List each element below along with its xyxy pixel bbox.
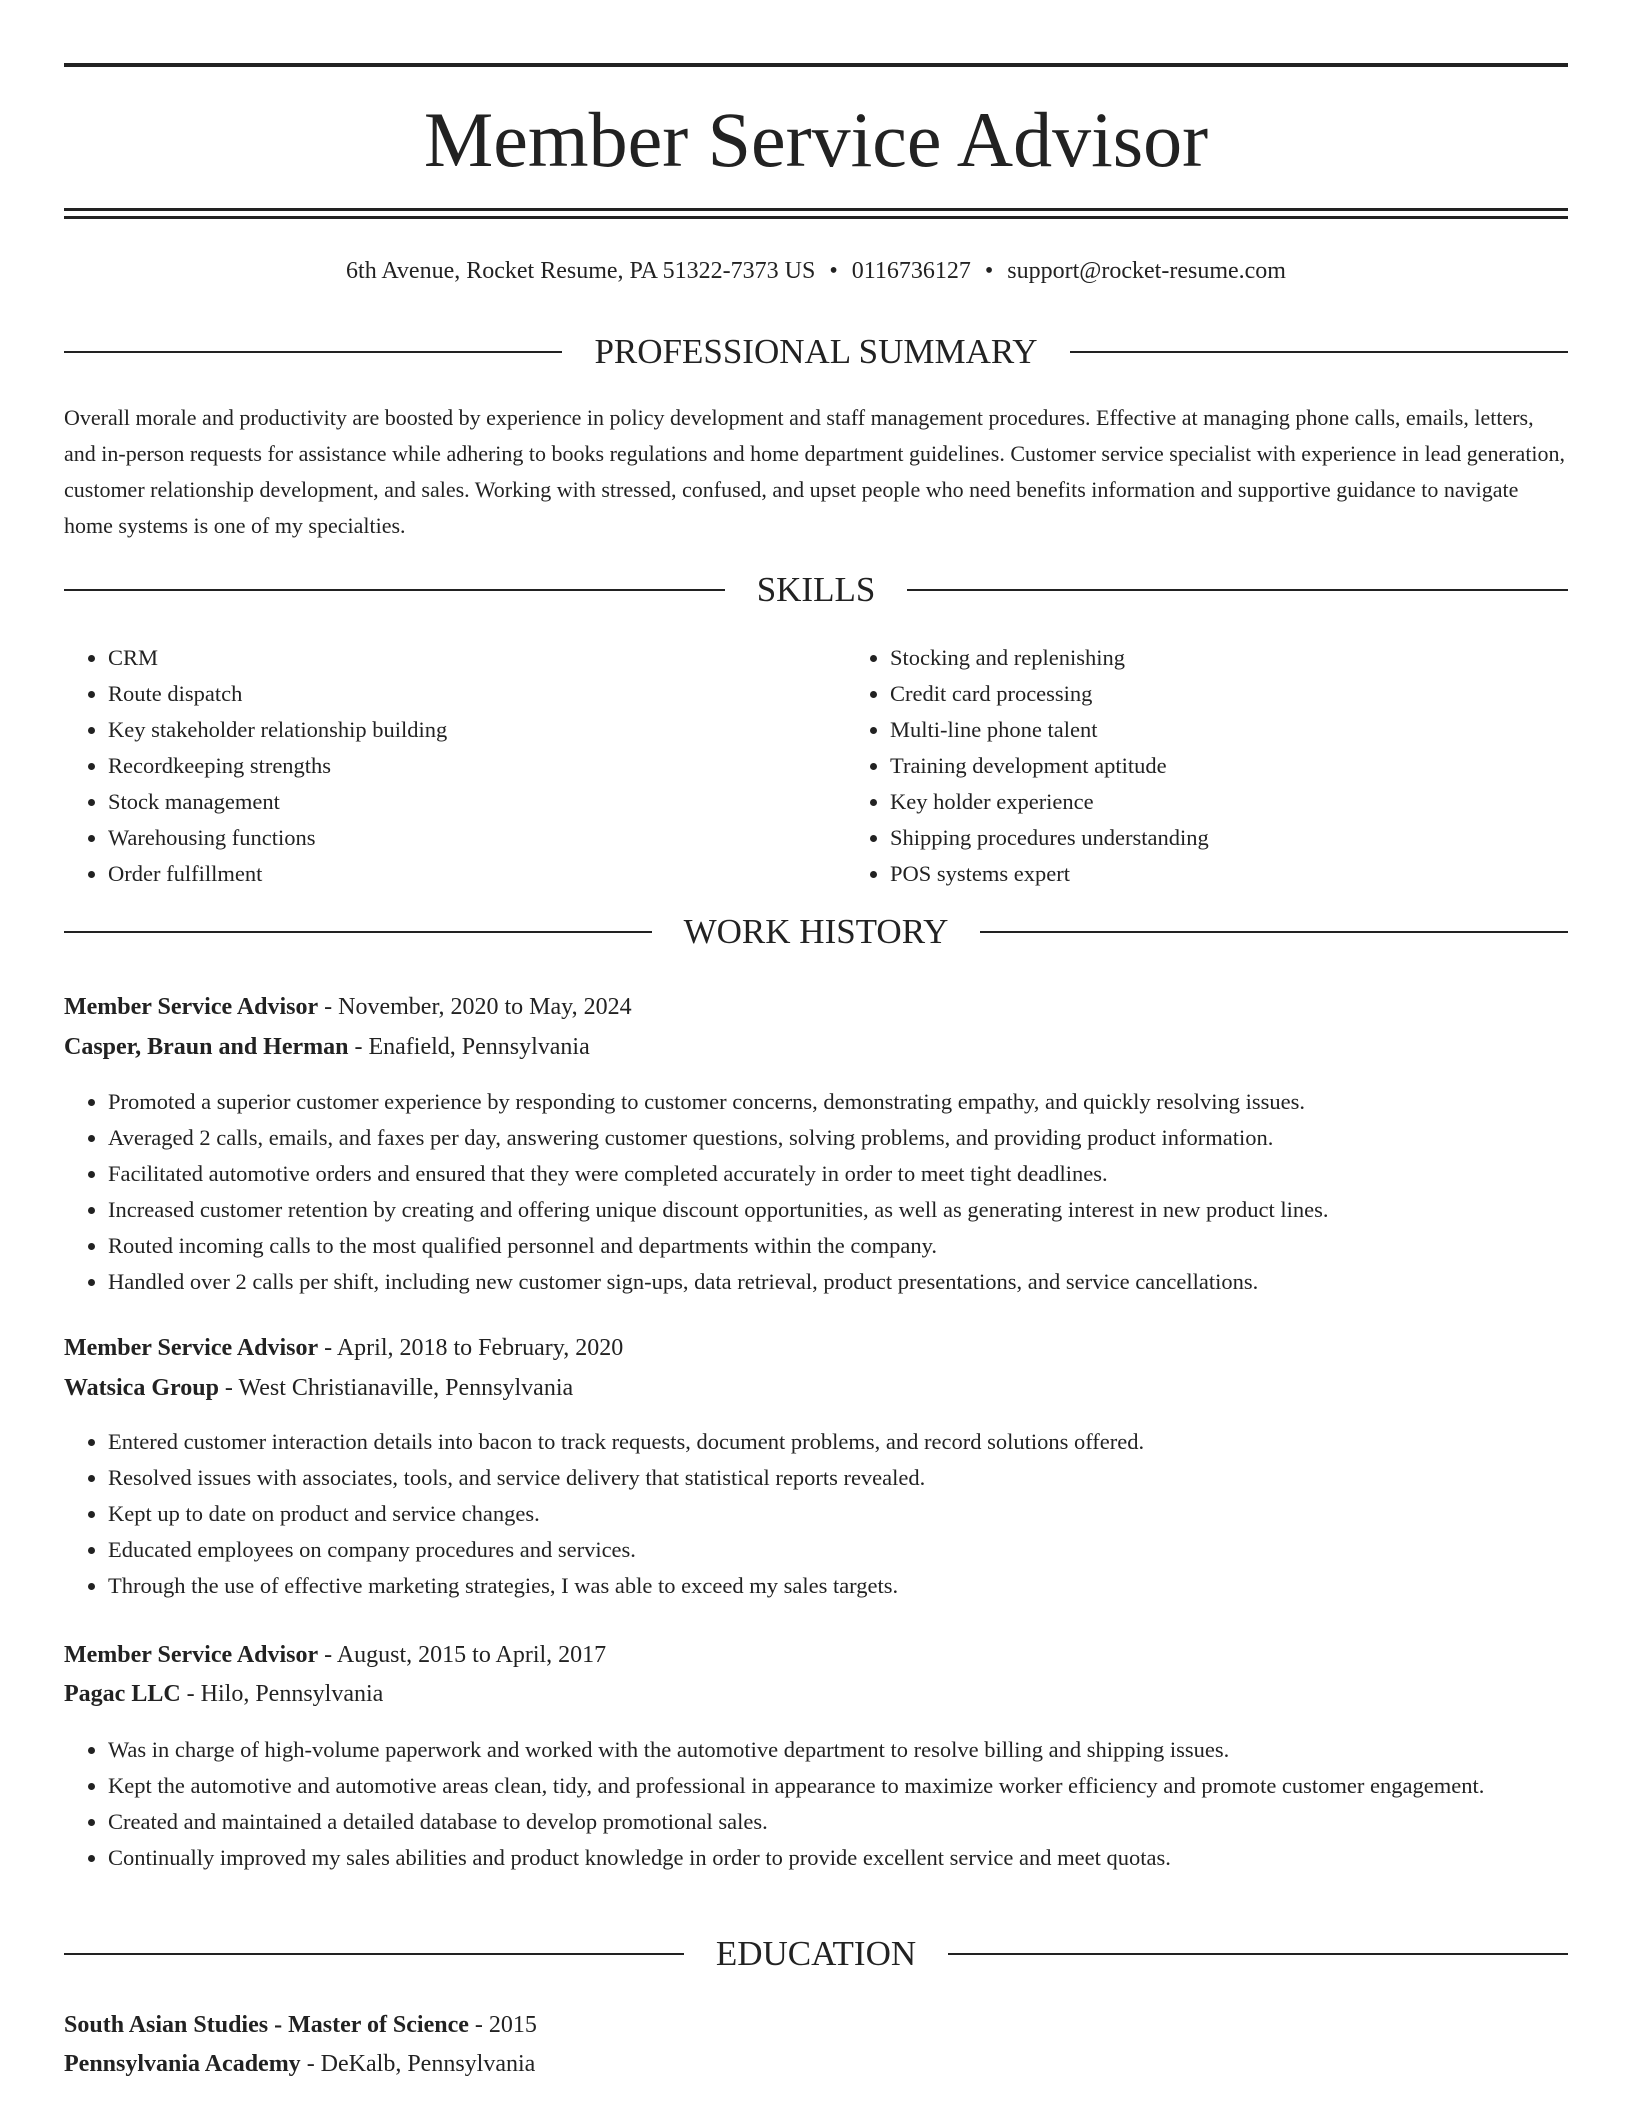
duty-item: • Handled over 2 calls per shift, including new customer sign-ups, data retrieval, product presentations, and service cancellations. xyxy=(108,1264,1588,1300)
job-duties-list xyxy=(64,1732,1588,1876)
heading-rule xyxy=(64,931,652,933)
heading-rule xyxy=(64,589,725,591)
job-company-line xyxy=(64,1677,1568,1711)
duty-item: • Through the use of effective marketing strategies, I was able to exceed my sales targets. xyxy=(108,1568,1588,1604)
section-heading-label: WORK HISTORY xyxy=(683,912,949,951)
job-title: Member Service Advisor xyxy=(64,1642,319,1668)
skill-item: • Route dispatch xyxy=(108,676,786,712)
job-location: - Hilo, Pennsylvania xyxy=(180,1681,384,1707)
section-heading-label: EDUCATION xyxy=(715,1934,917,1973)
education-school-line xyxy=(64,2047,1568,2081)
job-title: Member Service Advisor xyxy=(64,994,319,1020)
duty-item: • Created and maintained a detailed database to develop promotional sales. xyxy=(108,1804,1588,1840)
job-dates: - August, 2015 to April, 2017 xyxy=(318,1642,607,1668)
title-rule-lower xyxy=(64,216,1568,219)
duty-item: • Routed incoming calls to the most qualified personnel and departments within the company. xyxy=(108,1228,1588,1264)
job-company-line xyxy=(64,1030,1568,1064)
summary-text: Overall morale and productivity are boosted by experience in policy development and staff management procedures. Effective at managing phone calls, emails, letters, and in-person requests for assistance while adhering to books regulations and home department guidelines. Customer service specialist with experience in lead generation, customer relationship development, and sales. Working with stressed, confused, and upset people who need benefits information and supportive guidance to navigate home systems is one of my specialties. xyxy=(64,405,1566,538)
job-duties-list xyxy=(64,1424,1588,1604)
job-company: Pagac LLC xyxy=(64,1681,181,1707)
duty-item: • Kept up to date on product and service changes. xyxy=(108,1496,1588,1532)
heading-rule xyxy=(64,1953,684,1955)
skill-item: • Warehousing functions xyxy=(108,820,786,856)
skill-item: • CRM xyxy=(108,640,786,676)
heading-rule xyxy=(907,589,1568,591)
job-title-line xyxy=(64,1638,1568,1672)
heading-rule xyxy=(948,1953,1568,1955)
contact-address: 6th Avenue, Rocket Resume, PA 51322-7373 US xyxy=(346,258,816,284)
skill-item: • Key stakeholder relationship building xyxy=(108,712,786,748)
duty-item: • Kept the automotive and automotive areas clean, tidy, and professional in appearance to maximize worker efficiency and promote customer engagement. xyxy=(108,1768,1588,1804)
education-degree: South Asian Studies - Master of Science xyxy=(64,2012,469,2038)
skill-item: • Credit card processing xyxy=(890,676,1568,712)
heading-rule xyxy=(1070,351,1568,353)
job-title-line xyxy=(64,1331,1568,1365)
skill-item: • POS systems expert xyxy=(890,856,1568,892)
duty-item: • Increased customer retention by creating and offering unique discount opportunities, as well as generating interest in new product lines. xyxy=(108,1192,1588,1228)
skill-item: • Shipping procedures understanding xyxy=(890,820,1568,856)
duty-item: • Promoted a superior customer experience by responding to customer concerns, demonstrating empathy, and quickly resolving issues. xyxy=(108,1084,1588,1120)
education-degree-line xyxy=(64,2008,1568,2042)
education-year: - 2015 xyxy=(468,2012,537,2038)
job-duties-list xyxy=(64,1084,1588,1300)
skills-list xyxy=(64,640,1568,892)
skills-column-right xyxy=(786,640,1568,892)
top-rule xyxy=(64,63,1568,67)
skill-item: • Stocking and replenishing xyxy=(890,640,1568,676)
skill-item: • Multi-line phone talent xyxy=(890,712,1568,748)
skill-item: • Order fulfillment xyxy=(108,856,786,892)
education-school: Pennsylvania Academy xyxy=(64,2051,301,2077)
section-heading-summary xyxy=(64,332,1568,372)
resume-title: Member Service Advisor xyxy=(423,96,1209,183)
contact-line xyxy=(64,254,1568,288)
section-heading-skills xyxy=(64,570,1568,610)
section-heading-education xyxy=(64,1934,1568,1974)
job-title: Member Service Advisor xyxy=(64,1335,319,1361)
skill-item: • Training development aptitude xyxy=(890,748,1568,784)
skill-item: • Key holder experience xyxy=(890,784,1568,820)
duty-item: • Facilitated automotive orders and ensured that they were completed accurately in order to meet tight deadlines. xyxy=(108,1156,1588,1192)
contact-separator: • xyxy=(829,258,838,284)
job-location: - West Christianaville, Pennsylvania xyxy=(218,1375,574,1401)
job-title-line xyxy=(64,990,1568,1024)
duty-item: • Resolved issues with associates, tools, and service delivery that statistical reports revealed. xyxy=(108,1460,1588,1496)
contact-phone: 0116736127 xyxy=(851,258,971,284)
title-rule-upper xyxy=(64,208,1568,211)
duty-item: • Entered customer interaction details into bacon to track requests, document problems, and record solutions offered. xyxy=(108,1424,1588,1460)
job-company: Casper, Braun and Herman xyxy=(64,1034,349,1060)
duty-item: • Averaged 2 calls, emails, and faxes per day, answering customer questions, solving problems, and providing product information. xyxy=(108,1120,1588,1156)
job-company-line xyxy=(64,1371,1568,1405)
education-location: - DeKalb, Pennsylvania xyxy=(300,2051,536,2077)
section-heading-label: PROFESSIONAL SUMMARY xyxy=(594,332,1038,371)
job-location: - Enafield, Pennsylvania xyxy=(348,1034,590,1060)
job-dates: - November, 2020 to May, 2024 xyxy=(318,994,632,1020)
job-dates: - April, 2018 to February, 2020 xyxy=(318,1335,624,1361)
skills-column-left xyxy=(64,640,786,892)
section-heading-label: SKILLS xyxy=(756,570,876,609)
contact-email: support@rocket-resume.com xyxy=(1007,258,1286,284)
heading-rule xyxy=(980,931,1568,933)
duty-item: • Was in charge of high-volume paperwork and worked with the automotive department to resolve billing and shipping issues. xyxy=(108,1732,1588,1768)
heading-rule xyxy=(64,351,562,353)
duty-item: • Educated employees on company procedures and services. xyxy=(108,1532,1588,1568)
duty-item: • Continually improved my sales abilities and product knowledge in order to provide excellent service and meet quotas. xyxy=(108,1840,1588,1876)
contact-separator: • xyxy=(984,258,994,284)
skill-item: • Recordkeeping strengths xyxy=(108,748,786,784)
skill-item: • Stock management xyxy=(108,784,786,820)
job-company: Watsica Group xyxy=(64,1375,219,1401)
section-heading-work-history xyxy=(64,912,1568,952)
